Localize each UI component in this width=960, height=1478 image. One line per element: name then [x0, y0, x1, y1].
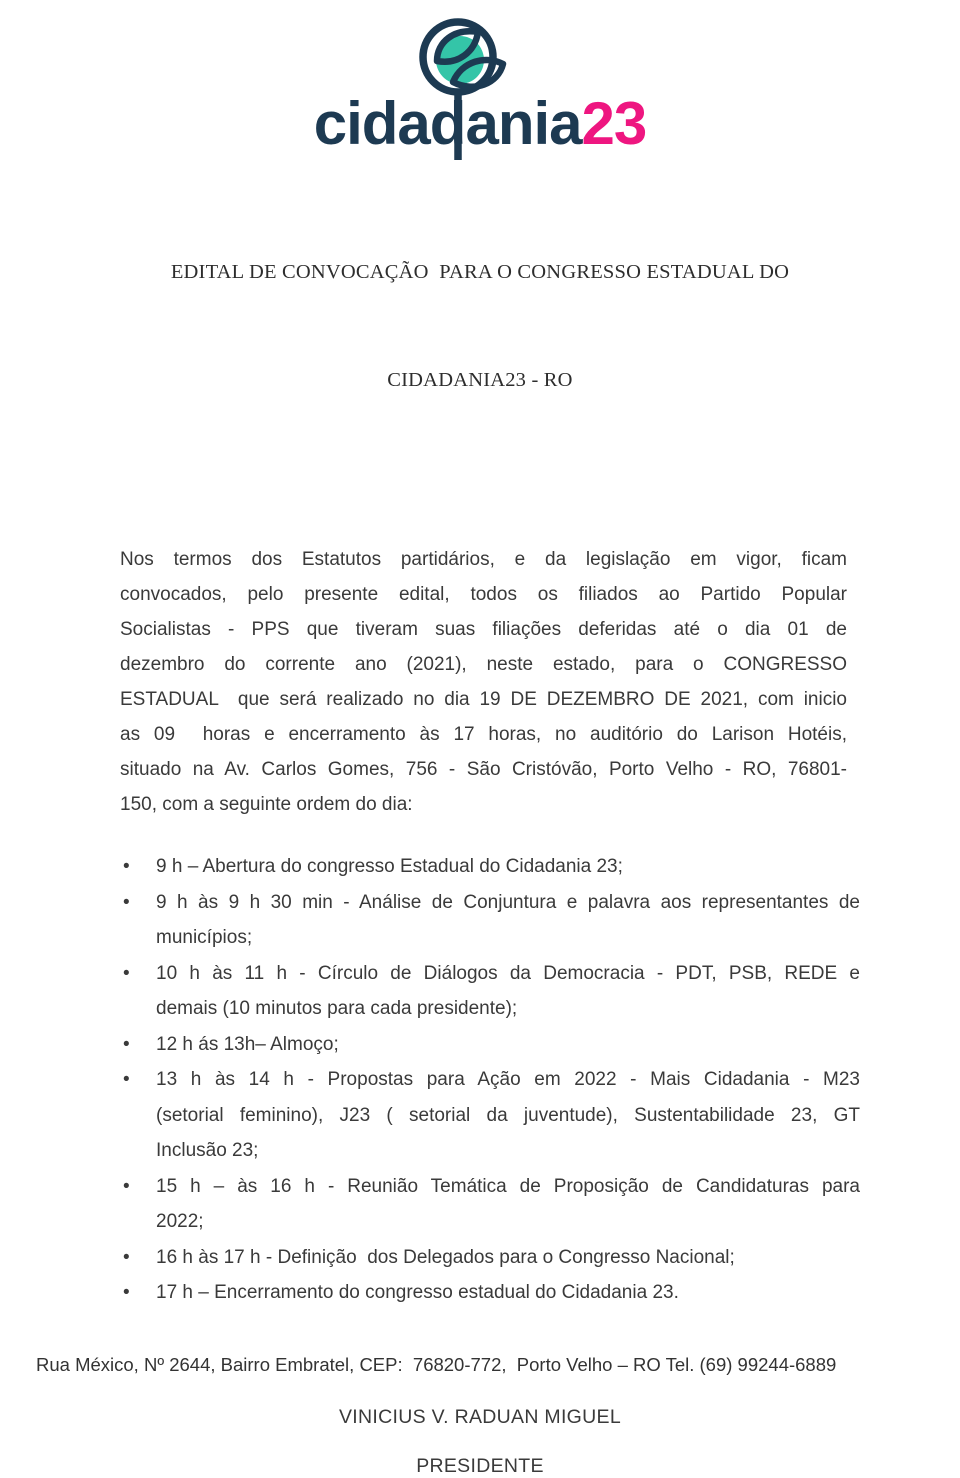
logo-wordmark-text: cidadania — [313, 90, 582, 157]
agenda-item — [120, 1240, 860, 1276]
intro-line: Nos termos dos Estatutos partidários, e da legislação em vigor, ficam — [120, 549, 847, 570]
document-title — [0, 182, 960, 470]
agenda-line: • 12 h ás 13h– Almoço; — [156, 1033, 339, 1055]
agenda-line: • 9 h – Abertura do congresso Estadual do Cidadania 23; — [156, 856, 623, 877]
agenda-item — [120, 885, 860, 956]
signer-role: PRESIDENTE — [416, 1454, 544, 1477]
agenda-line: Inclusão 23; — [156, 1140, 259, 1161]
agenda-line: municípios; — [156, 927, 253, 948]
cidadania23-logo — [0, 0, 960, 168]
agenda-item — [120, 1062, 860, 1169]
intro-line: ESTADUAL que será realizado no dia 19 DE DEZEMBRO DE 2021, com inicio — [120, 689, 847, 710]
title-line-2: CIDADANIA23 - RO — [387, 369, 573, 391]
title-line-1: EDITAL DE CONVOCAÇÃO PARA O CONGRESSO ESTADUAL DO — [170, 261, 790, 283]
intro-line: as 09 horas e encerramento às 17 horas, no auditório do Larison Hotéis, — [120, 724, 847, 745]
agenda-item — [120, 1169, 860, 1240]
intro-line: dezembro do corrente ano (2021), neste estado, para o CONGRESSO — [120, 654, 847, 675]
agenda-item — [120, 1275, 860, 1311]
agenda-line: • 15 h – às 16 h - Reunião Temática de Proposição de Candidaturas para — [156, 1175, 860, 1197]
agenda-item — [120, 849, 860, 885]
intro-paragraph — [120, 542, 847, 822]
agenda-line: • 10 h às 11 h - Círculo de Diálogos da Democracia - PDT, PSB, REDE e — [156, 962, 860, 984]
footer-address: Rua México, Nº 2644, Bairro Embratel, CEP: 76820-772, Porto Velho – RO Tel. (69) 99244-6889 — [36, 1354, 837, 1375]
agenda-line: (setorial feminino), J23 ( setorial da juventude), Sustentabilidade 23, GT — [156, 1104, 860, 1126]
intro-line: situado na Av. Carlos Gomes, 756 - São Cristóvão, Porto Velho - RO, 76801- — [120, 759, 847, 780]
logo-wordmark-number: 23 — [581, 90, 647, 157]
agenda-item — [120, 1027, 860, 1063]
agenda-line: • 16 h às 17 h - Definição dos Delegados para o Congresso Nacional; — [156, 1246, 735, 1268]
agenda-line: 2022; — [156, 1211, 204, 1232]
agenda-item — [120, 956, 860, 1027]
agenda-list — [120, 849, 860, 1311]
agenda-line: demais (10 minutos para cada presidente); — [156, 998, 518, 1019]
agenda-line: • 9 h às 9 h 30 min - Análise de Conjuntura e palavra aos representantes de — [156, 891, 860, 913]
signature-block — [0, 1406, 960, 1478]
intro-line: Socialistas - PPS que tiveram suas filiações deferidas até o dia 01 de — [120, 619, 847, 640]
agenda-line: • 13 h às 14 h - Propostas para Ação em 2022 - Mais Cidadania - M23 — [156, 1069, 860, 1090]
logo-wordmark — [0, 92, 960, 156]
intro-line: 150, com a seguinte ordem do dia: — [120, 794, 413, 815]
intro-line: convocados, pelo presente edital, todos os filiados ao Partido Popular — [120, 584, 847, 605]
signer-name: VINICIUS V. RADUAN MIGUEL — [338, 1405, 621, 1428]
agenda-line: • 17 h – Encerramento do congresso estadual do Cidadania 23. — [156, 1282, 679, 1303]
